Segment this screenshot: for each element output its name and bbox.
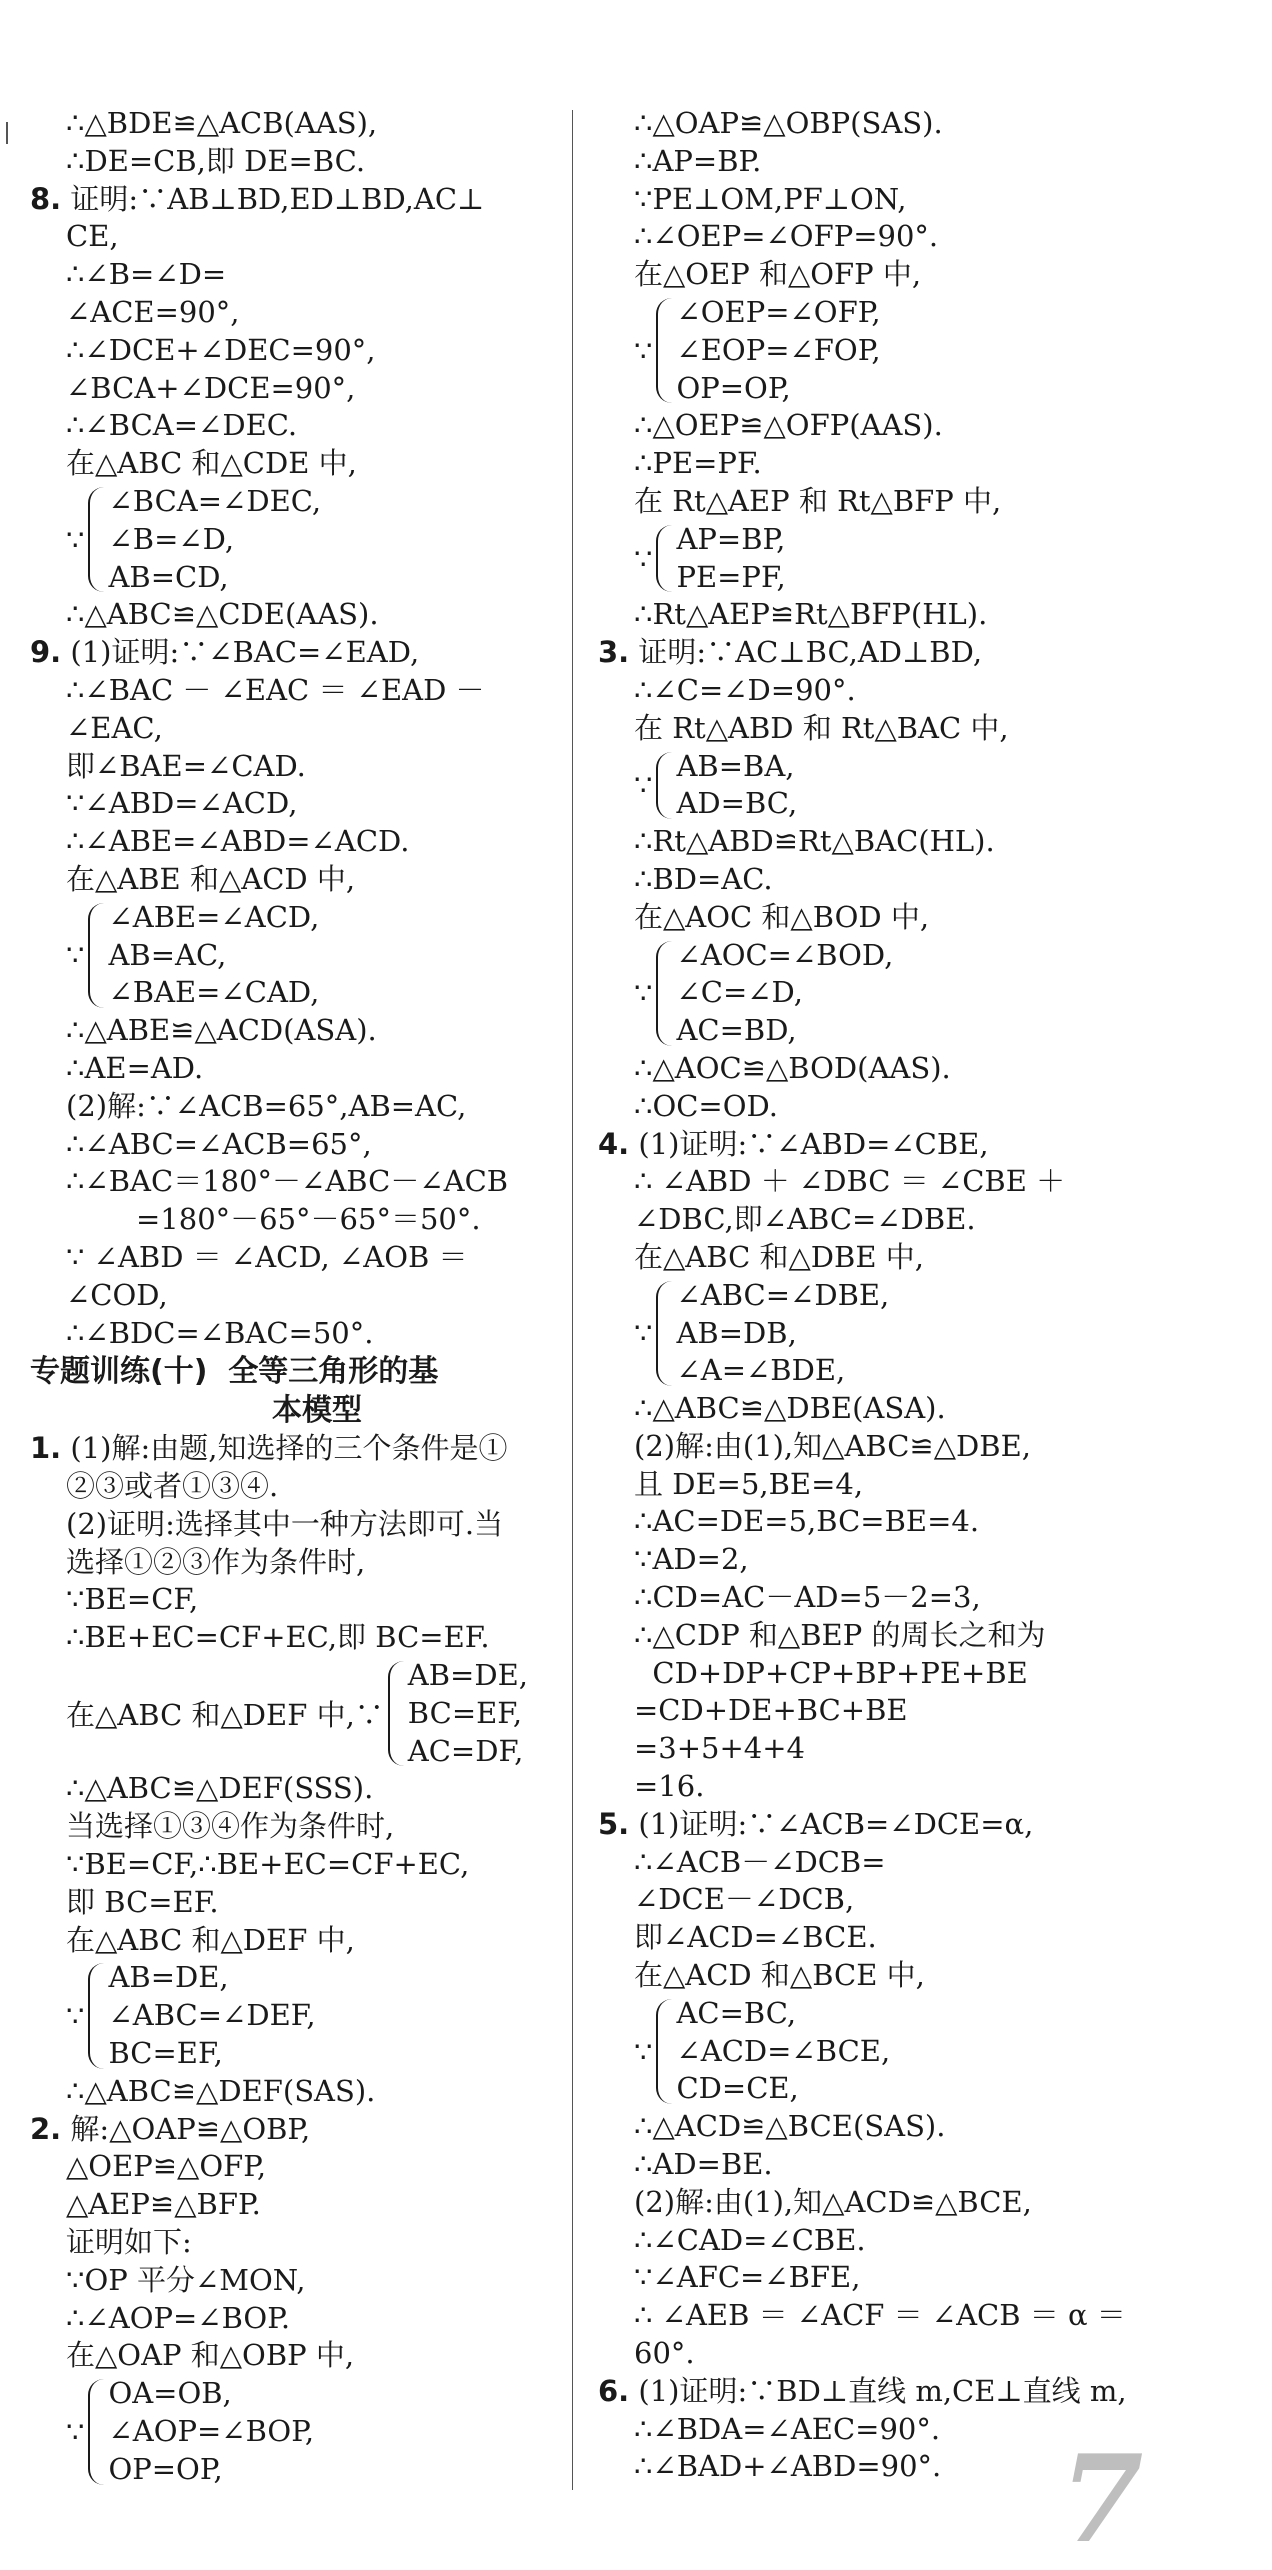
system-row: ∠A=∠BDE, <box>676 1353 846 1388</box>
text-line <box>598 1919 1248 1957</box>
problem-number: 8. <box>30 181 62 216</box>
text-line <box>598 1655 1248 1693</box>
line-text: ∴∠DCE+∠DEC=90°, <box>66 332 376 367</box>
line-text: ∴△AOC≌△BOD(AAS). <box>634 1050 951 1085</box>
text-line <box>30 1239 565 1277</box>
line-text: (2)解:由(1),知△ACD≌△BCE, <box>634 2184 1032 2219</box>
text-line <box>30 218 565 256</box>
line-text: ∴∠CAD=∠CBE. <box>634 2222 866 2257</box>
equation-system <box>30 899 565 1012</box>
equation-system <box>598 1277 1248 1390</box>
left-brace <box>656 298 674 403</box>
line-text: ∵∠ABD=∠ACD, <box>66 786 298 821</box>
text-line <box>598 1844 1248 1882</box>
system-row: ∠ABC=∠DBE, <box>676 1277 890 1312</box>
system-row: AB=DE, <box>108 1960 229 1995</box>
system-row: AB=DB, <box>676 1315 797 1350</box>
line-text: CE, <box>66 219 119 254</box>
text-line <box>598 1957 1248 1995</box>
line-text: ∴∠BDA=∠AEC=90°. <box>634 2411 941 2446</box>
left-brace <box>656 525 674 593</box>
system-row: ∠ABC=∠DEF, <box>108 1998 316 2033</box>
text-line <box>30 2262 565 2300</box>
line-text: ∴BD=AC. <box>634 861 773 896</box>
text-line <box>598 407 1248 445</box>
line-text: ∴△ACD≌△BCE(SAS). <box>634 2109 946 2144</box>
system-row: ∠EOP=∠FOP, <box>676 332 881 367</box>
problem-number: 2. <box>30 2111 62 2146</box>
problem-line <box>30 2111 565 2149</box>
problem-number: 3. <box>598 635 630 670</box>
equation-system <box>598 1995 1248 2108</box>
system-row: ∠BCA=∠DEC, <box>108 483 322 518</box>
system-row: AP=BP, <box>676 521 786 556</box>
line-text: (2)证明:选择其中一种方法即可.当 <box>66 1506 504 1541</box>
line-text: ∵BE=CF,∴BE+EC=CF+EC, <box>66 1847 470 1882</box>
line-text: 证明:∵AB⊥BD,ED⊥BD,AC⊥ <box>61 181 485 216</box>
line-text: (1)证明:∵BD⊥直线 m,CE⊥直线 m, <box>629 2373 1127 2408</box>
text-line <box>30 1468 565 1506</box>
system-row: AB=AC, <box>108 937 227 972</box>
text-line <box>598 2222 1248 2260</box>
problem-number: 6. <box>598 2373 630 2408</box>
text-line <box>598 2146 1248 2184</box>
section-heading-line2: 本模型 <box>272 1393 362 1429</box>
problem-line <box>30 181 565 219</box>
text-line <box>598 710 1248 748</box>
line-text: ∴∠OEP=∠OFP=90°. <box>634 219 939 254</box>
line-text: (1)证明:∵∠ACB=∠DCE=α, <box>629 1806 1034 1841</box>
system-row: BC=EF, <box>407 1695 523 1730</box>
text-line <box>30 861 565 899</box>
text-line <box>30 1088 565 1126</box>
text-line <box>30 1506 565 1544</box>
line-text: ∴PE=PF. <box>634 446 762 481</box>
line-text: ∵BE=CF, <box>66 1582 199 1617</box>
text-line <box>30 2337 565 2375</box>
section-heading <box>30 1352 565 1430</box>
line-text: =CD+DE+BC+BE <box>634 1693 908 1728</box>
line-text: △OEP≌△OFP, <box>66 2149 267 2184</box>
system-row: ∠AOC=∠BOD, <box>676 937 894 972</box>
line-text: (1)解:由题,知选择的三个条件是① <box>61 1431 508 1466</box>
text-line <box>30 1544 565 1582</box>
system-row: BC=EF, <box>108 2036 223 2071</box>
text-line <box>30 1277 565 1315</box>
line-text: ∴ ∠ABD ＋ ∠DBC ＝ ∠CBE ＋ <box>634 1164 1066 1199</box>
text-line <box>30 143 565 181</box>
line-text: ∴ ∠AEB ＝ ∠ACF ＝ ∠ACB ＝ α ＝ <box>634 2298 1126 2333</box>
line-text: ∴△OEP≌△OFP(AAS). <box>634 408 943 443</box>
text-line <box>598 1692 1248 1730</box>
system-row: CD=CE, <box>676 2071 799 2106</box>
line-text: =180°－65°－65°＝50°. <box>136 1202 481 1237</box>
line-text: ∠ACE=90°, <box>66 294 240 329</box>
because-symbol: ∵ <box>634 2034 653 2069</box>
text-line <box>30 710 565 748</box>
line-text: ∵ ∠ABD ＝ ∠ACD, ∠AOB ＝ <box>66 1239 468 1274</box>
line-text: ∴OC=OD. <box>634 1088 778 1123</box>
right-column <box>598 105 1248 2486</box>
line-text: ∵∠AFC=∠BFE, <box>634 2260 861 2295</box>
line-text: ∠COD, <box>66 1277 168 1312</box>
line-text: ∴∠B=∠D= <box>66 257 227 292</box>
edge-mark <box>6 122 8 144</box>
text-line <box>598 143 1248 181</box>
text-line <box>598 1768 1248 1806</box>
line-text: ∴△ABE≌△ACD(ASA). <box>66 1013 377 1048</box>
line-text: ∵AD=2, <box>634 1542 749 1577</box>
line-text: 60°. <box>634 2336 695 2371</box>
line-text: ∴∠BAC － ∠EAC ＝ ∠EAD － <box>66 672 485 707</box>
text-line <box>598 823 1248 861</box>
text-line <box>30 2224 565 2262</box>
text-line <box>598 1050 1248 1088</box>
text-line <box>598 1881 1248 1919</box>
text-line <box>30 1163 565 1201</box>
line-text: 在△ABC 和△DEF 中, <box>66 1922 355 1957</box>
system-row: AB=CD, <box>108 559 229 594</box>
problem-line <box>30 634 565 672</box>
text-line <box>30 672 565 710</box>
text-line <box>30 785 565 823</box>
line-text: 在△ABE 和△ACD 中, <box>66 861 356 896</box>
because-symbol: ∵ <box>66 2414 85 2449</box>
because-symbol: ∵ <box>634 333 653 368</box>
left-brace <box>656 1281 674 1386</box>
problem-line <box>30 1430 565 1468</box>
line-text: =16. <box>634 1769 705 1804</box>
line-text: ∴△ABC≌△DBE(ASA). <box>634 1391 946 1426</box>
system-row: AD=BC, <box>676 786 798 821</box>
line-text: ∴∠ACB－∠DCB= <box>634 1844 886 1879</box>
equation-system <box>30 2375 565 2488</box>
line-text: ∴AC=DE=5,BC=BE=4. <box>634 1504 980 1539</box>
because-symbol: ∵ <box>634 976 653 1011</box>
text-line <box>598 1730 1248 1768</box>
text-line <box>598 1428 1248 1466</box>
text-line <box>30 1884 565 1922</box>
line-text: ∴AD=BE. <box>634 2147 773 2182</box>
left-brace <box>656 941 674 1046</box>
line-text: ∴∠ABC=∠ACB=65°, <box>66 1126 372 1161</box>
problem-line <box>598 2373 1248 2411</box>
line-text: 解:△OAP≌△OBP, <box>61 2111 311 2146</box>
text-line <box>598 899 1248 937</box>
problem-number: 5. <box>598 1806 630 1841</box>
because-symbol: ∵ <box>634 1316 653 1351</box>
text-line <box>598 672 1248 710</box>
left-brace <box>88 903 106 1008</box>
because-symbol: ∵ <box>634 768 653 803</box>
text-line <box>30 332 565 370</box>
line-text: ∴AP=BP. <box>634 143 762 178</box>
problem-line <box>598 1806 1248 1844</box>
line-text: ∴CD=AC－AD=5－2=3, <box>634 1580 981 1615</box>
system-row: ∠BAE=∠CAD, <box>108 975 320 1010</box>
line-text: 选择①②③作为条件时, <box>66 1544 366 1579</box>
problem-line <box>598 1126 1248 1164</box>
text-line <box>598 1541 1248 1579</box>
system-row: AC=DF, <box>407 1733 524 1768</box>
line-text: ∴Rt△AEP≌Rt△BFP(HL). <box>634 597 988 632</box>
column-divider <box>572 110 573 2490</box>
line-text: 即∠BAE=∠CAD. <box>66 748 306 783</box>
line-text: ∴DE=CB,即 DE=BC. <box>66 143 366 178</box>
text-line <box>598 256 1248 294</box>
text-line <box>30 105 565 143</box>
line-text: 在△AOC 和△BOD 中, <box>634 899 930 934</box>
system-row: ∠AOP=∠BOP, <box>108 2414 315 2449</box>
text-line <box>30 294 565 332</box>
text-line <box>598 2297 1248 2335</box>
left-column <box>30 105 565 2489</box>
line-text: ∠BCA+∠DCE=90°, <box>66 370 356 405</box>
problem-number: 9. <box>30 635 62 670</box>
text-line <box>30 2300 565 2338</box>
system-row: ∠ABE=∠ACD, <box>108 899 320 934</box>
line-text: 即 BC=EF. <box>66 1884 219 1919</box>
text-line <box>30 1770 565 1808</box>
text-line <box>30 1315 565 1353</box>
text-line <box>30 596 565 634</box>
line-text: 即∠ACD=∠BCE. <box>634 1920 877 1955</box>
line-text: (2)解:由(1),知△ABC≌△DBE, <box>634 1428 1031 1463</box>
text-line <box>598 2108 1248 2146</box>
line-text: ∴∠BAD+∠ABD=90°. <box>634 2449 942 2484</box>
line-text: CD+DP+CP+BP+PE+BE <box>634 1655 1028 1690</box>
system-row: ∠C=∠D, <box>676 975 803 1010</box>
text-line <box>598 1163 1248 1201</box>
line-text: ∴∠ABE=∠ABD=∠ACD. <box>66 824 410 859</box>
text-line <box>598 1239 1248 1277</box>
because-symbol: ∵ <box>66 522 85 557</box>
line-text: ∴∠C=∠D=90°. <box>634 672 856 707</box>
text-line <box>598 181 1248 219</box>
line-text: ∴∠BCA=∠DEC. <box>66 408 298 443</box>
line-text: ∠DBC,即∠ABC=∠DBE. <box>634 1202 976 1237</box>
left-brace <box>88 1963 106 2068</box>
left-brace <box>88 487 106 592</box>
line-text: △AEP≌△BFP. <box>66 2187 261 2222</box>
line-text: 当选择①③④作为条件时, <box>66 1809 395 1844</box>
equation-system <box>30 1657 565 1770</box>
text-line <box>598 2259 1248 2297</box>
system-row: OP=OP, <box>108 2451 223 2486</box>
text-line <box>598 2448 1248 2486</box>
text-line <box>30 1619 565 1657</box>
equation-system <box>598 521 1248 597</box>
text-line <box>30 1808 565 1846</box>
line-text: 在△ABC 和△CDE 中, <box>66 446 357 481</box>
text-line <box>598 1503 1248 1541</box>
text-line <box>30 445 565 483</box>
text-line <box>598 2411 1248 2449</box>
text-line <box>30 2186 565 2224</box>
text-line <box>598 105 1248 143</box>
line-text: ∵OP 平分∠MON, <box>66 2262 306 2297</box>
line-text: ∴∠BAC＝180°－∠ABC－∠ACB <box>66 1164 509 1199</box>
equation-system <box>598 294 1248 407</box>
text-line <box>30 407 565 445</box>
system-row: ∠B=∠D, <box>108 521 235 556</box>
text-line <box>30 748 565 786</box>
line-text: (2)解:∵∠ACB=65°,AB=AC, <box>66 1088 467 1123</box>
text-line <box>30 256 565 294</box>
equation-system <box>30 483 565 596</box>
line-text: 在△OEP 和△OFP 中, <box>634 257 922 292</box>
text-line <box>30 1581 565 1619</box>
text-line <box>598 2184 1248 2222</box>
left-brace <box>656 1999 674 2104</box>
line-text: ∴AE=AD. <box>66 1050 204 1085</box>
line-text: (1)证明:∵∠BAC=∠EAD, <box>61 635 420 670</box>
because-symbol: ∵ <box>66 938 85 973</box>
equation-system <box>598 937 1248 1050</box>
text-line <box>598 445 1248 483</box>
because-symbol: 在△ABC 和△DEF 中,∵ <box>66 1698 384 1733</box>
text-line <box>30 2073 565 2111</box>
text-line <box>30 1050 565 1088</box>
text-line <box>30 1012 565 1050</box>
system-row: ∠OEP=∠OFP, <box>676 294 881 329</box>
line-text: ∴∠AOP=∠BOP. <box>66 2300 291 2335</box>
problem-line <box>598 634 1248 672</box>
line-text: ∴∠BDC=∠BAC=50°. <box>66 1315 374 1350</box>
line-text: ∴△ABC≌△DEF(SAS). <box>66 2073 376 2108</box>
line-text: 证明如下: <box>66 2225 192 2260</box>
line-text: ∴Rt△ABD≌Rt△BAC(HL). <box>634 824 995 859</box>
section-heading-line1: 专题训练(十) 全等三角形的基 <box>30 1354 439 1390</box>
system-row: AB=BA, <box>676 748 795 783</box>
line-text: 证明:∵AC⊥BC,AD⊥BD, <box>629 635 983 670</box>
text-line <box>30 2148 565 2186</box>
problem-number: 1. <box>30 1431 62 1466</box>
equation-system <box>30 1959 565 2072</box>
line-text: =3+5+4+4 <box>634 1731 805 1766</box>
text-line <box>598 1579 1248 1617</box>
text-line <box>598 483 1248 521</box>
line-text: 在 Rt△ABD 和 Rt△BAC 中, <box>634 710 1009 745</box>
text-line <box>598 1201 1248 1239</box>
line-text: ∠EAC, <box>66 710 163 745</box>
text-line <box>598 2335 1248 2373</box>
system-row: AB=DE, <box>407 1658 528 1693</box>
line-text: ∴△BDE≌△ACB(AAS), <box>66 106 378 140</box>
text-line <box>30 1922 565 1960</box>
line-text: ∴△ABC≌△CDE(AAS). <box>66 597 379 632</box>
line-text: ∵PE⊥OM,PF⊥ON, <box>634 181 907 216</box>
text-line <box>598 218 1248 256</box>
system-row: PE=PF, <box>676 559 786 594</box>
system-row: AC=BC, <box>676 1995 797 2030</box>
line-text: 在 Rt△AEP 和 Rt△BFP 中, <box>634 483 1002 518</box>
text-line <box>598 1390 1248 1428</box>
line-text: (1)证明:∵∠ABD=∠CBE, <box>629 1126 989 1161</box>
text-line <box>30 1201 565 1239</box>
text-line <box>598 1617 1248 1655</box>
line-text: 在△ABC 和△DBE 中, <box>634 1239 924 1274</box>
text-line <box>598 1088 1248 1126</box>
text-line <box>598 861 1248 899</box>
system-row: AC=BD, <box>676 1013 797 1048</box>
because-symbol: ∵ <box>634 541 653 576</box>
line-text: ∠DCE－∠DCB, <box>634 1882 855 1917</box>
text-line <box>598 1466 1248 1504</box>
line-text: 在△OAP 和△OBP 中, <box>66 2338 355 2373</box>
text-line <box>30 1126 565 1164</box>
left-brace <box>388 1661 406 1766</box>
line-text: ∴△ABC≌△DEF(SSS). <box>66 1771 374 1806</box>
system-row: OP=OP, <box>676 370 791 405</box>
equation-system <box>598 748 1248 824</box>
line-text: ②③或者①③④. <box>66 1469 279 1504</box>
because-symbol: ∵ <box>66 1999 85 2034</box>
line-text: ∴BE+EC=CF+EC,即 BC=EF. <box>66 1620 490 1655</box>
text-line <box>598 596 1248 634</box>
system-row: OA=OB, <box>108 2376 232 2411</box>
text-line <box>30 823 565 861</box>
system-row: ∠ACD=∠BCE, <box>676 2033 891 2068</box>
left-brace <box>656 752 674 820</box>
line-text: 且 DE=5,BE=4, <box>634 1466 864 1501</box>
text-line <box>30 370 565 408</box>
line-text: 在△ACD 和△BCE 中, <box>634 1958 925 1993</box>
line-text: ∴△OAP≌△OBP(SAS). <box>634 106 943 140</box>
line-text: ∴△CDP 和△BEP 的周长之和为 <box>634 1617 1046 1652</box>
left-brace <box>88 2379 106 2484</box>
problem-number: 4. <box>598 1126 630 1161</box>
text-line <box>30 1846 565 1884</box>
page-watermark: 7 <box>1060 2429 1144 2570</box>
